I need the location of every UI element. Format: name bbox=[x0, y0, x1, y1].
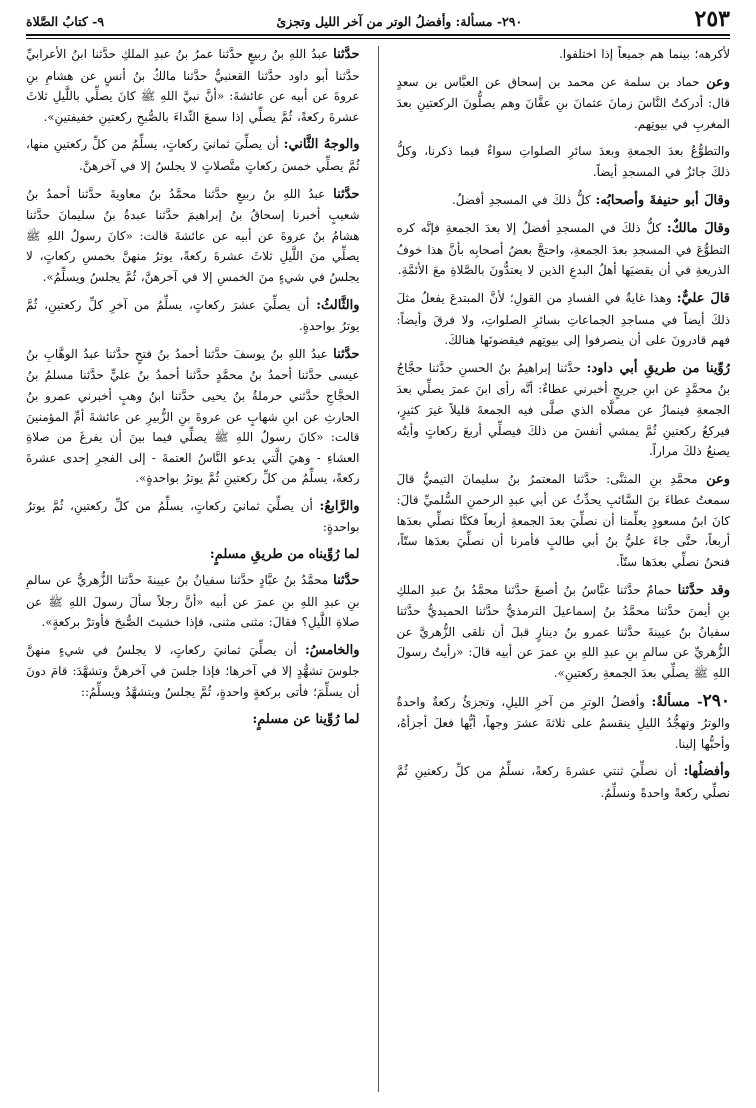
running-title: ٢٩٠- مسألة: وأفضلُ الوتر من آخر الليل وتجزئ bbox=[276, 14, 523, 29]
left-column bbox=[26, 44, 360, 1094]
masala-title: - مسألةٌ: bbox=[651, 694, 703, 710]
paragraph bbox=[26, 184, 360, 288]
paragraph bbox=[397, 44, 731, 65]
paragraph-text: عبدُ اللهِ بنُ ربيعٍ حدَّثنا عمرُ بنُ عبدِ الملكِ حدَّثنا ابنُ الأعرابيِّ حدَّثنا أبو داود حدَّثنا القعنبيُّ حدَّثنا مالكُ بنُ أنسٍ عن هشامِ بنِ عروةَ عن أبيه عن عائشةَ: «أنَّ نبيَّ اللهِ ﷺ كانَ يصلِّي باللَّيلِ ثلاثَ عشرةَ ركعةً، ثُمَّ يصلِّي إذا سمعَ النِّداءَ بالصُّبحِ ركعتينِ خفيفتينِ». bbox=[26, 47, 360, 124]
paragraph bbox=[397, 580, 731, 684]
paragraph-text: حمامٌ حدَّثنا عبَّاسُ بنُ أصبغَ حدَّثنا محمَّدُ بنُ عبدِ الملكِ بنِ أيمنَ حدَّثنا محمَّدُ بنُ إسماعيلَ الترمذيُّ حدَّثنا الحميديُّ حدَّثنا سفيانُ بنُ عيينةَ حدَّثنا عمرو بنُ دينارٍ قبلَ أن نلقى الزُّهريَّ عن الزُّهريِّ عن سالمِ بنِ عبدِ اللهِ بنِ عمرَ عن أبيه قالَ: «رأيتُ رسولَ اللهِ ﷺ يصلِّي بعدَ الجمعةِ ركعتينِ». bbox=[396, 582, 730, 681]
paragraph-lead: وعن bbox=[706, 74, 730, 90]
section-subheading: لما رُوِّيناه من طريقِ مسلمٍ: bbox=[209, 547, 360, 563]
paragraph bbox=[397, 72, 731, 135]
page-header bbox=[26, 0, 730, 34]
paragraph bbox=[397, 190, 731, 212]
paragraph bbox=[397, 469, 731, 573]
paragraph-text: أن يصلِّيَ ثمانيَ ركعاتٍ، لا يجلسُ في شيءٍ منهنَّ جلوسَ تشهُّدٍ إلا في آخرها؛ فإذا جلسَ في آخرهنَّ وتشهَّدَ: قامَ دونَ أن يسلِّمَ؛ فأتى بركعةٍ واحدةٍ، ثُمَّ يجلسُ ويتشهَّدُ ويسلِّمُ:: bbox=[26, 642, 360, 700]
paragraph-text: حدَّثنا إبراهيمُ بنُ الحسنِ حدَّثنا حجَّاجُ بنُ محمَّدٍ عن ابنِ جريجٍ أخبرني عطاءٌ: أنَّه رأى ابنَ عمرَ يصلِّي بعدَ الجمعةِ فينمازُ عن مصلَّاه الذي صلَّى فيه الجمعةَ قليلاً غيرَ كثيرٍ، فيركعُ ركعتينِ ثُمَّ يمشي أنفسَ من ذلكَ فيصلِّي أربعَ ركعاتٍ وأيتُه يصنعُ ذلكَ مراراً. bbox=[396, 360, 730, 459]
masala-number: ٢٩٠ bbox=[702, 690, 730, 711]
paragraph-lead: وقالَ مالكٌ: bbox=[666, 221, 730, 237]
left-column-body bbox=[26, 44, 360, 730]
right-column-after bbox=[397, 761, 731, 803]
paragraph bbox=[26, 570, 360, 633]
paragraph-lead: وأفضلُها: bbox=[683, 764, 730, 780]
paragraph-lead: والخامسُ: bbox=[304, 642, 360, 658]
header-rule bbox=[26, 34, 730, 36]
paragraph bbox=[26, 44, 360, 127]
paragraph-lead: والرَّابعُ: bbox=[319, 498, 360, 514]
paragraph-lead: والثَّالثُ: bbox=[316, 297, 360, 313]
paragraph-text: كلُّ ذلكَ في المسجدِ أفضلُ. bbox=[451, 192, 591, 207]
section-subheading: لما رُوِّينا عن مسلمٍ: bbox=[252, 711, 360, 727]
paragraph-text: عبدُ اللهِ بنُ ربيعٍ حدَّثنا محمَّدُ بنُ معاويةَ حدَّثنا أحمدُ بنُ شعيبٍ أخبرنا إسحاقُ بنُ إبراهيمَ حدَّثنا عبدةُ بنُ سليمانَ حدَّثنا هشامُ بنُ عروةَ عن أبيه عن عائشةَ قالت: «كانَ رسولُ اللهِ ﷺ يصلِّي منَ اللَّيلِ ثلاثَ عشرةَ ركعةً، يوترُ منهنَّ بخمسِ ركعاتٍ، لا يجلسُ في شيءٍ منَ الخمسِ إلا في آخرهنَّ، ثُمَّ يجلسُ ويسلِّمُ». bbox=[26, 186, 360, 284]
paragraph-lead: والوجهُ الثَّاني: bbox=[283, 137, 360, 153]
masala-heading bbox=[397, 691, 731, 755]
paragraph-lead: قالَ عليٌّ: bbox=[676, 290, 730, 306]
paragraph bbox=[26, 640, 360, 703]
paragraph-lead: حدَّثنا bbox=[333, 186, 360, 202]
right-column bbox=[397, 44, 731, 1094]
paragraph-lead: حدَّثنا bbox=[333, 47, 360, 62]
paragraph-text: أن يصلِّيَ ثمانيَ ركعاتٍ، يسلِّمُ من كلِّ ركعتينِ منها، ثُمَّ يصلِّي خمسَ ركعاتٍ متَّصلاتٍ لا يجلسُ إلا في آخرهنَّ. bbox=[26, 137, 360, 173]
paragraph-text: محمَّدُ بنُ عبَّادٍ حدَّثنا سفيانُ بنُ عيينةَ حدَّثنا الزُّهريُّ عن سالمِ بنِ عبدِ اللهِ بنِ عمرَ عن أبيه «أنَّ رجلاً سألَ رسولَ اللهِ ﷺ عن صلاةِ اللَّيلِ؟ فقالَ: مثنى مثنى، فإذا خشيتَ الصُّبحَ فأوترْ بركعةٍ». bbox=[26, 573, 360, 630]
paragraph-text: لأكرهه؛ بينما هم جميعاً إذا اختلفوا. bbox=[559, 47, 730, 61]
paragraph bbox=[397, 218, 731, 281]
paragraph-text: كلُّ ذلكَ في المسجدِ أفضلُ إلا بعدَ الجمعةِ فإنَّه كره التطوُّعَ في المسجدِ بعدَ الجمعةِ، واحتجَّ بعضُ أصحابِه بأنَّ هذا خوفُ الذريعةِ في أن يقضيَها أهلُ البدعِ الذين لا يعتدُّونَ بالصَّلاةِ معَ الأئمَّةِ. bbox=[396, 221, 730, 278]
paragraph bbox=[397, 141, 731, 182]
column-divider bbox=[378, 46, 379, 1092]
paragraph-text: محمَّدِ بنِ المثنَّى: حدَّثنا المعتمرُ بنُ سليمانَ التيميُّ قالَ سمعتُ عطاءَ بنَ السَّائبِ يحدِّثُ عن أبي عبدِ الرحمنِ السُّلميِّ قالَ: كانَ ابنُ مسعودٍ يعلِّمنا أن نصلِّيَ بعدَ الجمعةِ أربعاً فكنَّا نصلِّي بعدَها أربعاً، حتَّى جاءَ عليُّ بنُ أبي طالبٍ فأمرنا أن نصلِّيَ بعدَها ستّاً، فنحنُ نصلِّي بعدَها ستّاً. bbox=[396, 471, 730, 570]
paragraph-text: أن نصلِّيَ ثنتي عشرةَ ركعةً، نسلِّمُ من كلِّ ركعتينِ ثُمَّ نصلِّي ركعةً واحدةً ونسلِّمُ. bbox=[396, 764, 730, 800]
paragraph bbox=[26, 496, 360, 538]
paragraph-lead: وقد حدَّثنا bbox=[677, 582, 730, 598]
paragraph-text: حماد بن سلمة عن محمد بن إسحاق عن العبَّاس بن سعدٍ قال: أدركتُ النَّاسَ زمانَ عثمانَ بنِ عفَّانَ وهم يصلُّونَ الركعتينِ بعدَ المغربِ في بيوتِهم. bbox=[396, 74, 730, 131]
masala-text: وأفضلُ الوترِ من آخرِ الليلِ، وتجزئُ ركعةٌ واحدةٌ والوترُ وتهجُّدُ الليلِ ينقسمُ على ثلاثةَ عشرَ وجهاً، أيُّها فعلَ أجزأهُ، وأحبُّها إلينا. bbox=[396, 694, 730, 751]
paragraph-lead: حدَّثنا bbox=[333, 346, 360, 362]
right-column-body bbox=[397, 44, 731, 684]
paragraph bbox=[397, 288, 731, 351]
paragraph-text: وهذا غايةٌ في الفسادِ من القولِ؛ لأنَّ المبتدعَ يفعلُ مثلَ ذلكَ أيضاً في مساجدِ الجماعاتِ بسائرِ الصلواتِ، ولا فرقَ وأيضاً: فهم قادرونَ على أن ينصرفوا إلى بيوتِهم فيقضونَها هنالكَ. bbox=[396, 290, 730, 348]
paragraph-lead: وقالَ أبو حنيفةَ وأصحابُه: bbox=[595, 192, 730, 208]
paragraph bbox=[26, 134, 360, 176]
page-number: ٢٥٣ bbox=[694, 6, 730, 32]
paragraph-text: أن يصلِّيَ عشرَ ركعاتٍ، يسلِّمُ من آخرِ كلِّ ركعتينِ، ثُمَّ يوترُ بواحدةٍ. bbox=[26, 297, 360, 334]
book-title: ٩- كتابُ الصَّلاة bbox=[26, 14, 105, 29]
text-columns bbox=[26, 44, 730, 1094]
paragraph-text: عبدُ اللهِ بنُ يوسفَ حدَّثنا أحمدُ بنُ فتحٍ حدَّثنا عبدُ الوهَّابِ بنُ عيسى حدَّثنا أحمدُ بنُ محمَّدٍ حدَّثنا أحمدُ بنُ عليٍّ حدَّثنا مسلمُ بنُ الحجَّاجِ حدَّثني حرملةُ بنُ يحيى حدَّثنا ابنُ وهبٍ أخبرني عمرو بنُ الحارثِ عن ابنِ شهابٍ عن عروةَ بنِ الزُّبيرِ عن عائشةَ أمِّ المؤمنينَ قالت: «كانَ رسولُ اللهِ ﷺ يصلِّي فيما بينَ أن يفرغَ من صلاةِ العشاءِ - وهيَ الَّتي يدعو النَّاسُ العتمةَ - إلى الفجرِ إحدى عشرةَ ركعةً، يسلِّمُ من كلِّ ركعتينِ ثُمَّ يوترُ بواحدةٍ». bbox=[26, 346, 360, 486]
paragraph bbox=[397, 358, 731, 462]
paragraph-lead: وعن bbox=[706, 471, 730, 487]
header-rule-thin bbox=[26, 38, 730, 39]
paragraph bbox=[26, 295, 360, 337]
paragraph-text: والتطوُّعُ بعدَ الجمعةِ وبعدَ سائرِ الصلواتِ سواءٌ فيما ذكرنا، وكلُّ ذلكَ جائزٌ في المسجدِ أيضاً. bbox=[396, 144, 730, 179]
paragraph bbox=[397, 761, 731, 803]
paragraph-text: أن يصلِّيَ ثمانيَ ركعاتٍ، يسلِّمُ من كلِّ ركعتينِ، ثُمَّ يوترُ بواحدةٍ: bbox=[26, 498, 360, 535]
paragraph-lead: رُوِّينا من طريقِ أبي داود: bbox=[586, 360, 730, 376]
paragraph bbox=[26, 344, 360, 489]
paragraph-lead: حدَّثنا bbox=[333, 573, 360, 589]
